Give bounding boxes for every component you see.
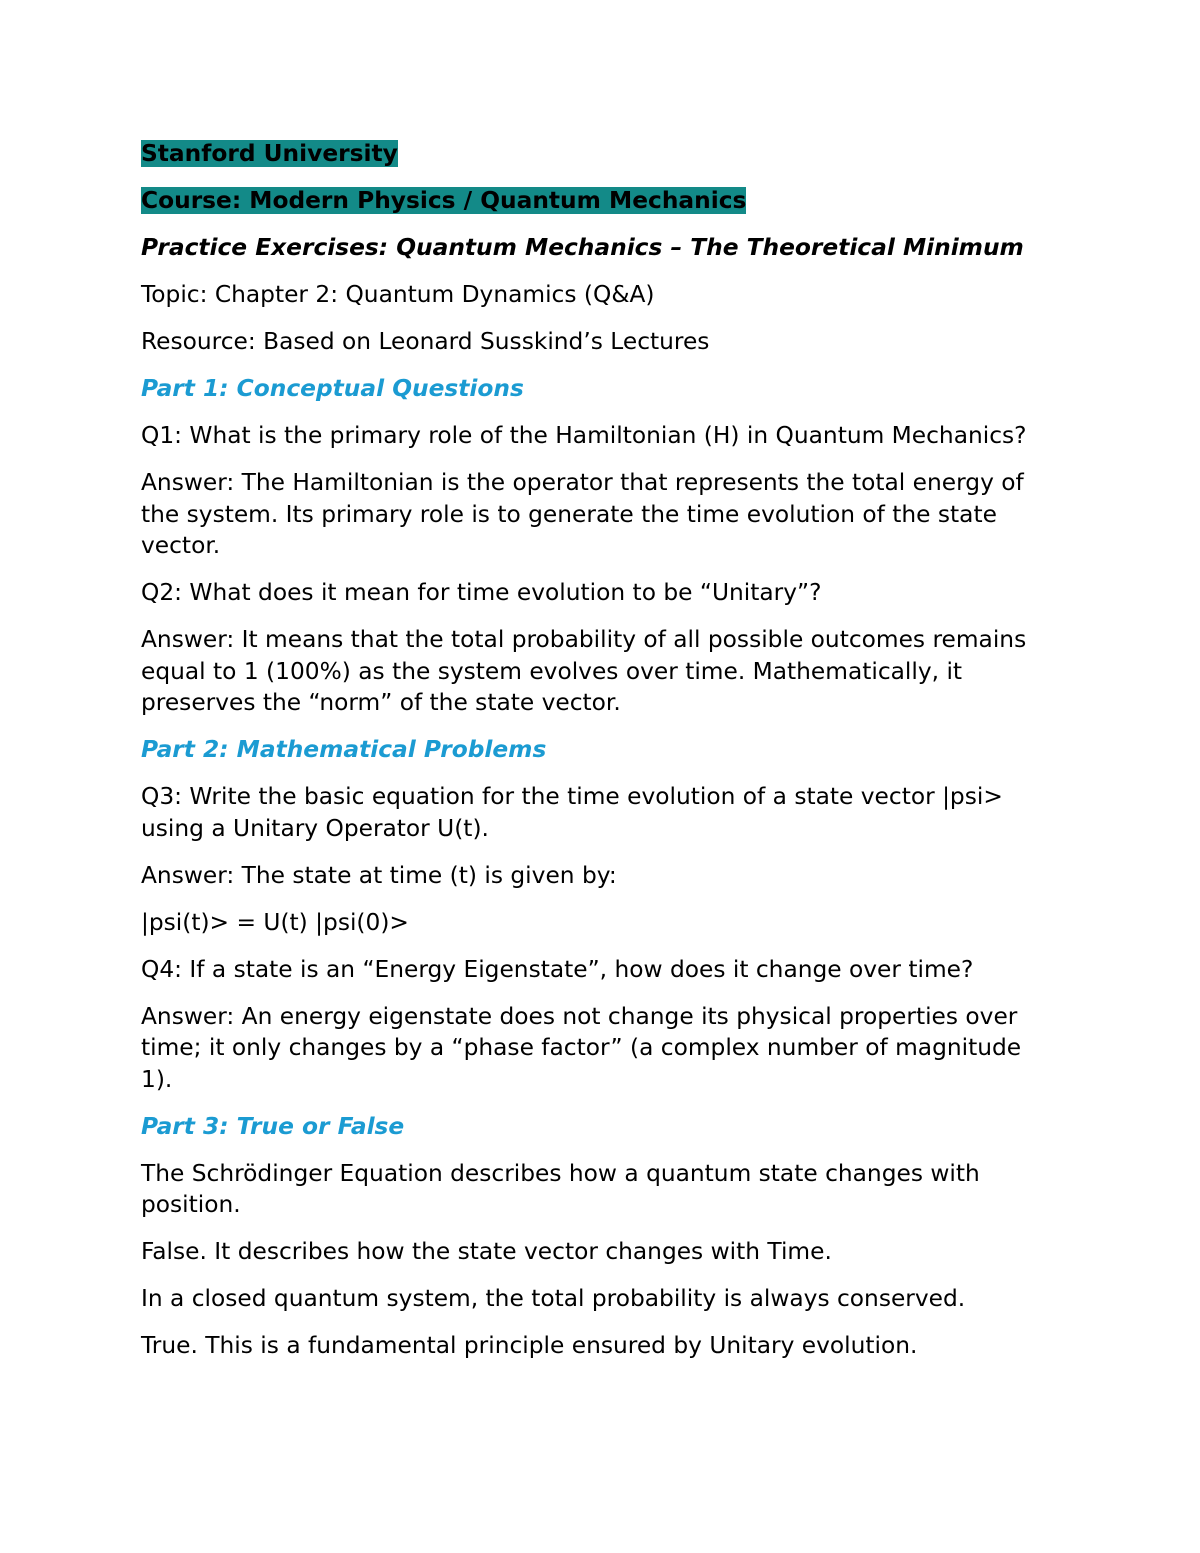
university-name: Stanford University — [141, 140, 398, 167]
part3-heading: Part 3: True or False — [141, 1112, 405, 1140]
answer-q3: Answer: The state at time (t) is given by: — [141, 861, 617, 889]
question-q4: Q4: If a state is an “Energy Eigenstate”, how does it change over time? — [141, 955, 974, 983]
equation: |psi(t)> = U(t) |psi(0)> — [141, 908, 409, 936]
statement-1-answer: False. It describes how the state vector changes with Time. — [141, 1238, 832, 1265]
answer-q2: Answer: It means that the total probability of all possible outcomes remains equal to 1 (100%) as the system evolves over time. Mathematically, it preserves the “norm” of the state vector. — [141, 626, 1027, 716]
topic-line: Topic: Chapter 2: Quantum Dynamics (Q&A) — [141, 281, 655, 308]
answer-q4: Answer: An energy eigenstate does not change its physical properties over time; it only changes by a “phase factor” (a complex number of magnitude 1). — [141, 1002, 1022, 1093]
resource-line: Resource: Based on Leonard Susskind’s Lectures — [141, 328, 710, 355]
question-q1: Q1: What is the primary role of the Hamiltonian (H) in Quantum Mechanics? — [141, 422, 1027, 449]
document-title: Practice Exercises: Quantum Mechanics – The Theoretical Minimum — [141, 234, 1024, 261]
statement-2-answer: True. This is a fundamental principle ensured by Unitary evolution. — [141, 1332, 918, 1359]
part1-heading: Part 1: Conceptual Questions — [141, 375, 524, 402]
question-q3: Q3: Write the basic equation for the time evolution of a state vector |psi> using a Unitary Operator U(t). — [141, 783, 1003, 842]
course-line — [141, 185, 1046, 217]
statement-1: The Schrödinger Equation describes how a quantum state changes with position. — [141, 1159, 980, 1218]
statement-2: In a closed quantum system, the total probability is always conserved. — [141, 1285, 966, 1312]
answer-q1: Answer: The Hamiltonian is the operator that represents the total energy of the system. Its primary role is to generate the time evolution of the state vector. — [141, 469, 1024, 559]
university-line — [141, 138, 1046, 170]
part2-heading: Part 2: Mathematical Problems — [141, 736, 547, 763]
question-q2: Q2: What does it mean for time evolution to be “Unitary”? — [141, 579, 822, 606]
document-body — [141, 138, 1046, 1377]
course-name: Course: Modern Physics / Quantum Mechanics — [141, 187, 747, 214]
